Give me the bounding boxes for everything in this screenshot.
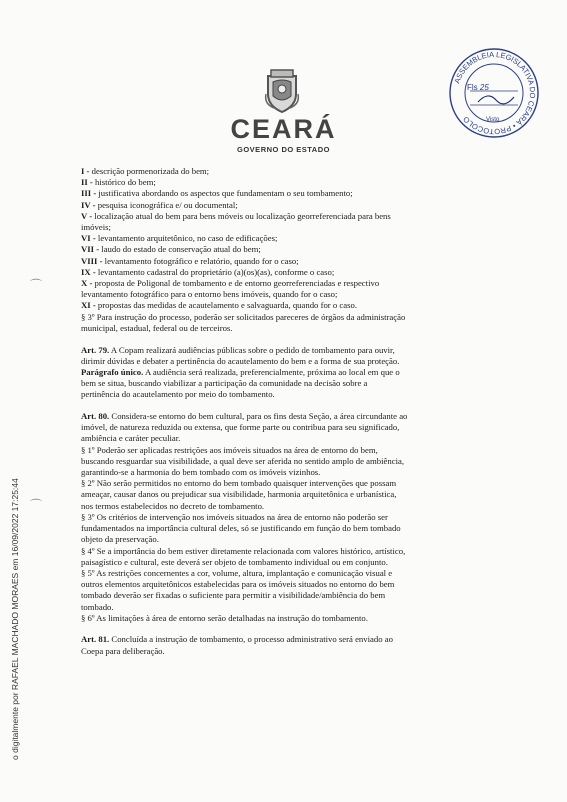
list-item: IV - pesquisa iconográfica e/ ou documental; <box>81 199 238 210</box>
article-line: garantindo-se a harmonia do bem tombado com os imóveis vizinhos. <box>81 467 321 478</box>
list-item: XI - propostas das medidas de acautelamento e salvaguarda, quando for o caso. <box>81 300 357 311</box>
article-heading: Art. 80. <box>81 411 110 422</box>
article-79 <box>81 345 493 401</box>
article-line: outros elementos arquitetônicos estabelecidas para os imóveis situados no entorno do bem <box>81 579 395 590</box>
logo-wordmark: CEARÁ <box>230 114 337 144</box>
article-line: Art. 79. A Copam realizará audiências públicas sobre o pedido de tombamento para ouvir, <box>81 344 395 355</box>
document-body <box>81 166 493 657</box>
article-line: § 2º Não serão permitidos no entorno do bem tombado quaisquer intervenções que possam <box>81 478 397 489</box>
article-line: objeto da preservação. <box>81 534 159 545</box>
article-line: § 3º Os critérios de intervenção nos imóveis situados na área de entorno não poderão ser <box>81 511 388 522</box>
article-line: § 1º Poderão ser aplicadas restrições aos imóveis situados na área de entorno do bem, <box>81 444 378 455</box>
list-item: municipal, estadual, federal ou de terceiros. <box>81 322 233 333</box>
article-line: dirimir dúvidas e debater a pertinência do acautelamento do bem e a forma de sua proteção. <box>81 355 400 366</box>
article-line: Art. 81. Concluída a instrução de tombamento, o processo administrativo será enviado ao <box>81 634 393 645</box>
list-item: V - localização atual do bem para bens móveis ou localização georreferenciada para bens <box>81 210 391 221</box>
list-item: III - justificativa abordando os aspectos que fundamentam o seu tombamento; <box>81 188 353 199</box>
list-item: § 3º Para instrução do processo, poderão ser solicitados pareceres de órgãos da administração <box>81 311 406 322</box>
article-line: nos termos estabelecidos no decreto de tombamento. <box>81 500 265 511</box>
article-line: Art. 80. Considera-se entorno do bem cultural, para os fins desta Seção, a área circundante ao <box>81 411 408 422</box>
margin-hole-mark: ⌒ <box>30 498 43 512</box>
digital-signature-note: o digitalmente por RAFAEL MACHADO MORAES em 16/09/2022 17:25:44 <box>10 478 20 760</box>
list-item: VII - laudo do estado de conservação atual do bem; <box>81 244 261 255</box>
list-item: levantamento fotográfico para o entorno bens imóveis, quando for o caso; <box>81 289 338 300</box>
article-81 <box>81 634 493 656</box>
list-item: VI - levantamento arquitetônico, no caso de edificações; <box>81 233 278 244</box>
list-item: IX - levantamento cadastral do proprietário (a)(os)(as), conforme o caso; <box>81 266 335 277</box>
article-line: Coepa para deliberação. <box>81 645 165 656</box>
stamp-ring-text: ASSEMBLEIA LEGISLATIVA DO CEARÁ • PROTOCOLO <box>452 49 538 137</box>
article-line: imóvel, de natureza reduzida ou extensa, que forme parte ou contribua para seu significado, <box>81 422 400 433</box>
article-heading: Art. 81. <box>81 634 110 645</box>
article-line: § 5º As restrições concernentes a cor, volume, altura, implantação e comunicação visual e <box>81 567 393 578</box>
protocol-stamp <box>448 47 540 139</box>
stamp-fls: Fls 25 <box>467 83 489 92</box>
list-item: X - proposta de Poligonal de tombamento e de entorno georreferenciadas e respectivo <box>81 278 380 289</box>
article-line: pertinência do acautelamento por meio do tombamento. <box>81 389 275 400</box>
logo-subtitle: GOVERNO DO ESTADO <box>237 145 330 154</box>
items-list <box>81 166 493 334</box>
article-line: Parágrafo único. A audiência será realizada, preferencialmente, próxima ao local em que o <box>81 366 400 377</box>
article-line: tombado. <box>81 601 114 612</box>
article-line: ambiência e caráter peculiar. <box>81 433 181 444</box>
article-line: § 4º Se a importância do bem estiver diretamente relacionada com valores histórico, artístico, <box>81 545 406 556</box>
article-line: buscando resguardar sua visibilidade, a qual deve ser aferida no sentido amplo de ambiência, <box>81 455 405 466</box>
list-item: I - descrição pormenorizada do bem; <box>81 166 210 176</box>
state-crest-icon <box>262 68 302 114</box>
article-line: ameaçar, causar danos ou prejudicar sua visibilidade, harmonia arquitetônica e urbanística, <box>81 489 397 500</box>
article-line: § 6º As limitações à área de entorno serão detalhadas na instrução do tombamento. <box>81 612 368 623</box>
article-heading: Art. 79. <box>81 344 110 355</box>
stamp-visto: Visto <box>486 117 500 123</box>
article-line: paisagístico e cultural, este deverá ser objeto de tombamento individual ou em conjunto. <box>81 556 388 567</box>
margin-hole-mark: ⌒ <box>30 278 43 292</box>
article-line: tombado deverão ser fixadas o suficiente para permitir a visibilidade/ambiência do bem <box>81 590 386 601</box>
article-80 <box>81 411 493 624</box>
list-item: II - histórico do bem; <box>81 177 156 188</box>
signature-scribble <box>478 96 514 104</box>
list-item: imóveis; <box>81 222 111 233</box>
paragrafo-label: Parágrafo único. <box>81 366 144 377</box>
article-line: fundamentados na importância cultural deles, só se justificando em função do bem tombado <box>81 523 401 534</box>
list-item: VIII - levantamento fotográfico e relatório, quando for o caso; <box>81 255 299 266</box>
article-line: bem se situa, buscando viabilizar a participação da comunidade na decisão sobre a <box>81 378 368 389</box>
